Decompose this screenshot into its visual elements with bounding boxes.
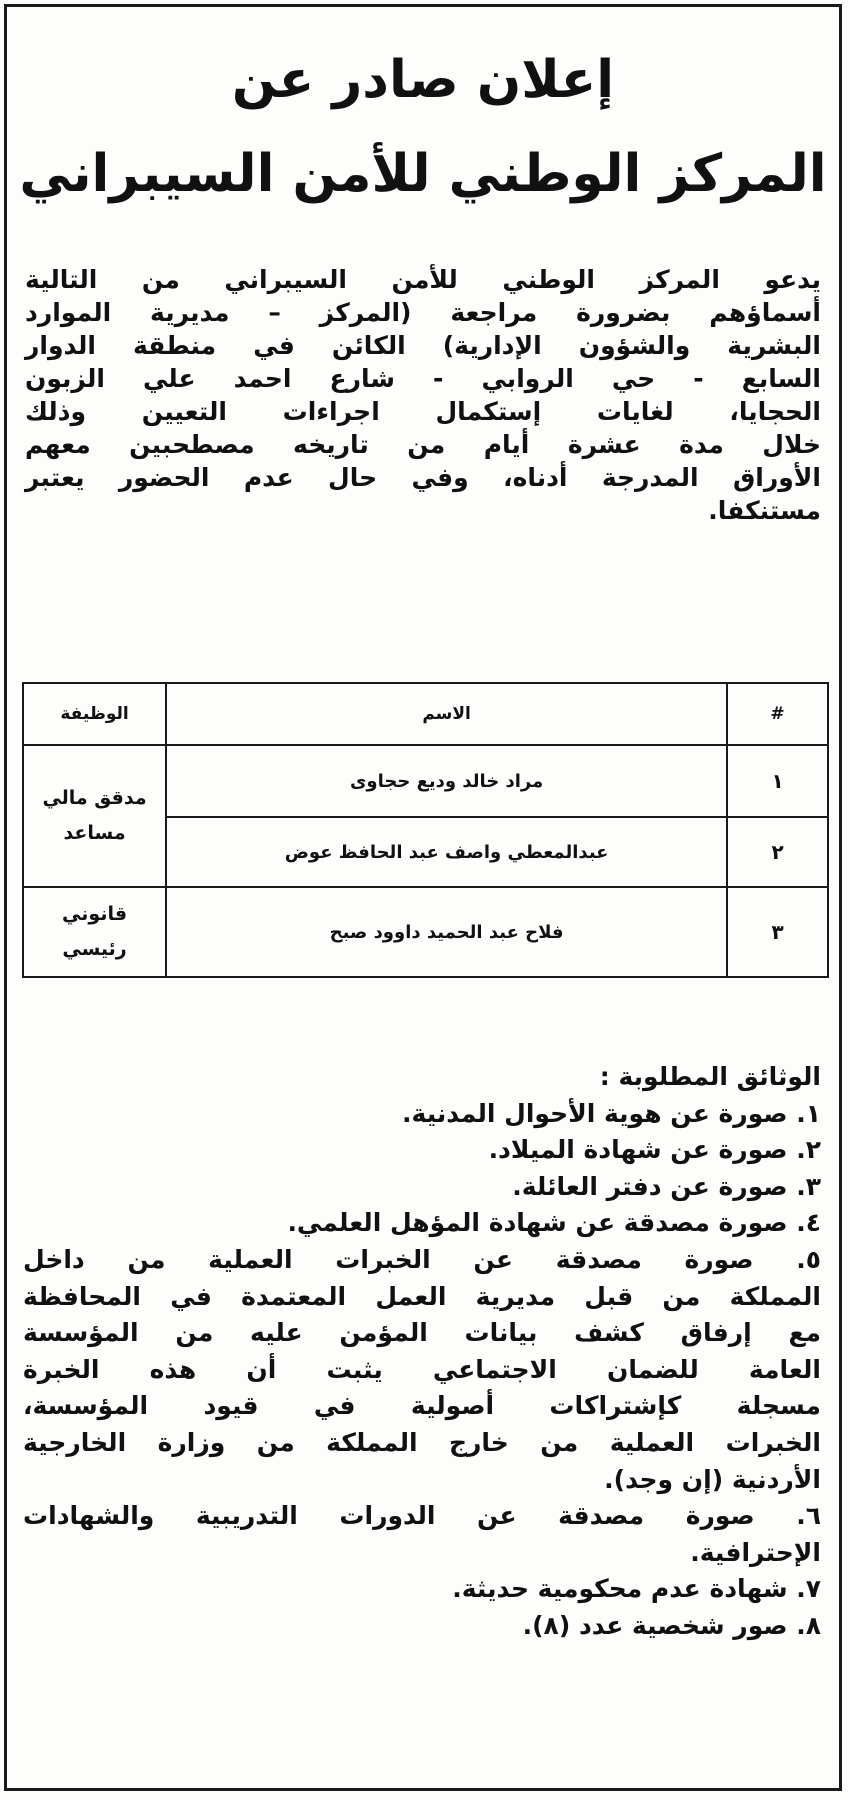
document-item: ١. صورة عن هوية الأحوال المدنية. [402,1098,821,1128]
table-row [23,887,828,977]
intro-line: مستنكفا. [708,496,821,525]
required-documents [23,1059,821,1645]
document-item: ٤. صورة مصدقة عن شهادة المؤهل العلمي. [287,1208,821,1238]
intro-paragraph [25,263,821,527]
document-item: ٨. صور شخصية عدد (٨). [522,1610,821,1640]
document-item: ٦. صورة مصدقة عن الدورات التدريبية والشهادات [23,1501,821,1531]
announcement-frame [4,4,842,1791]
title-line-2: المركز الوطني للأمن السيبراني [19,144,827,204]
header-number: # [727,683,828,745]
intro-line: البشرية والشؤون الإدارية) الكائن في منطقة الدوار [25,331,821,360]
row-name: عبدالمعطي واصف عبد الحافظ عوض [166,817,727,887]
intro-line: أسماؤهم بضرورة مراجعة (المركز – مديرية الموارد [25,298,821,327]
document-item: ٥. صورة مصدقة عن الخبرات العملية من داخل [23,1244,821,1274]
row-job [23,745,166,887]
header-name: الاسم [166,683,727,745]
document-item: ٧. شهادة عدم محكومية حديثة. [452,1574,821,1604]
row-name: فلاح عبد الحميد داوود صبح [166,887,727,977]
document-item-continued: المملكة من قبل مديرية العمل المعتمدة في المحافظة [23,1281,821,1311]
row-number: ٢ [727,817,828,887]
row-name: مراد خالد وديع حجاوى [166,745,727,817]
row-number: ١ [727,745,828,817]
row-job [23,887,166,977]
table-header-row [23,683,828,745]
documents-heading: الوثائق المطلوبة : [599,1062,821,1091]
document-item-continued: الخبرات العملية من خارج المملكة من وزارة الخارجية [23,1427,821,1457]
document-item-continued: الأردنية (إن وجد). [604,1464,821,1494]
document-item-continued: مسجلة كإشتراكات أصولية في قيود المؤسسة، [23,1391,821,1421]
intro-line: السابع - حي الروابي - شارع احمد علي الزبون [25,364,821,393]
job-title: قانوني رئيسي [62,903,128,960]
document-item: ٢. صورة عن شهادة الميلاد. [488,1135,821,1165]
job-title: مدقق مالي مساعد [42,787,147,844]
header-job: الوظيفة [23,683,166,745]
document-item-continued: العامة للضمان الاجتماعي يثبت أن هذه الخبرة [23,1354,821,1384]
announcement-title [7,33,839,221]
table-row [23,745,828,817]
title-line-1: إعلان صادر عن [231,50,615,110]
intro-line: الأوراق المدرجة أدناه، وفي حال عدم الحضور يعتبر [25,463,821,492]
intro-line: يدعو المركز الوطني للأمن السيبراني من التالية [25,265,821,294]
document-item-continued: مع إرفاق كشف بيانات المؤمن عليه من المؤسسة [23,1318,821,1348]
document-item: ٣. صورة عن دفتر العائلة. [512,1171,821,1201]
document-item-continued: الإحترافية. [690,1537,821,1567]
candidates-table [22,682,829,978]
row-number: ٣ [727,887,828,977]
intro-line: خلال مدة عشرة أيام من تاريخه مصطحبين معهم [25,430,821,459]
intro-line: الحجايا، لغايات إستكمال اجراءات التعيين وذلك [25,397,821,426]
